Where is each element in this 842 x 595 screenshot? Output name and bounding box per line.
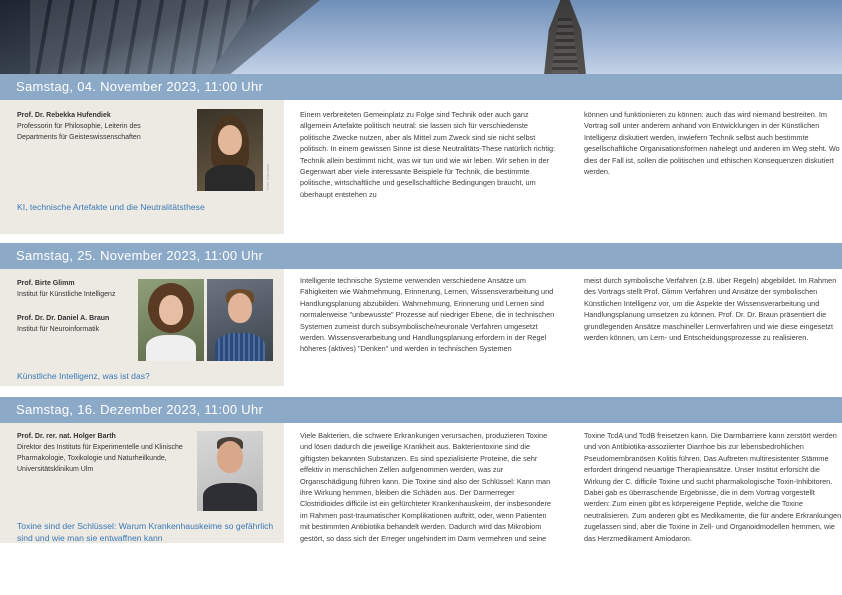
speaker-name: Prof. Dr. Rebekka Hufendiek [17,112,111,119]
abstract-col-2 [584,275,842,343]
abstract-col-2 [584,430,842,544]
speaker-photo [197,431,263,511]
abstract-text: Einem verbreiteten Gemeinplatz zu Folge sind Technik oder auch ganz allgemein Artefakte politisch neutral: sie lassen sich für verschiedenste politische Zwecke nutzen, aber als Mittel zum Zweck sind sie nicht selbst politisch. In einem gewissen Sinne ist diese Neutralitäts-These natürlich richtig: Technik allein bestimmt nicht, was wir tun und wie wir leben. Wir sehen in der Gegenwart aber viele interessante Beispiele für Technik, die bestimmte politische, wirtschaftliche und gesellschaftliche Bedingungen braucht, um überhaupt entstehen zu [300,110,556,199]
abstract-text: können und funktionieren zu können: auch das wird niemand bestreiten. Im Vortrag soll unter anderem anhand von Entwicklungen in der Künstlichen Intelligenz diskutiert werden, inwiefern Technik selbst auch bestimmte gesellschaftliche Organisationsformen nahelegt und anderen im Weg steht. Wo dies der Fall ist, sollen die politischen und ethischen Konsequenzen diskutiert werden. [584,110,840,177]
talk-topic: Toxine sind der Schlüssel: Warum Krankenhauskeime so gefährlich sind und wie man sie entwaffnen kann [17,521,274,543]
speaker-photo [138,279,204,361]
speaker-affiliation: Institut für Neuroinformatik [17,326,100,333]
date-bar-3: Samstag, 16. Dezember 2023, 11:00 Uhr [0,397,842,423]
speaker-panel-2 [0,269,284,386]
talk-topic: KI, technische Artefakte und die Neutralitätsthese [17,202,205,212]
speaker-2 [17,313,142,335]
speaker-1 [17,110,167,143]
talk-topic: Künstliche Intelligenz, was ist das? [17,371,150,381]
speaker-panel-3 [0,423,284,543]
speaker-name: Prof. Dr. rer. nat. Holger Barth [17,433,116,440]
speaker-photo [197,109,263,191]
speaker-name: Prof. Birte Glimm [17,280,75,287]
speaker-affiliation: Direktor des Instituts für Experimentelle und Klinische Pharmakologie, Toxikologie und Naturheilkunde, Universitätsklinikum Ulm [17,444,183,473]
abstract-text: Viele Bakterien, die schwere Erkrankungen verursachen, produzieren Toxine und lösen dadurch die jeweilige Krankheit aus. Bakterientoxine sind die giftigsten bekannten Substanzen. Es sind spezialisierte Proteine, die sehr effektiv in menschlichen Zellen aufgenommen werden, was zur Organschädigung führen kann. Die Toxine sind also der Schlüssel: Kann man ihre Wirkung hemmen, bleiben die Schäden aus. Der Darmerreger Clostridioides difficile ist ein gefürchteter Krankenhauskeim, der insbesondere im Rahmen post-traumatischer Komplikationen auftritt, oder, wenn Patienten mit bestimmten Antibiotika behandelt werden. Dadurch wird das Mikrobiom gestört, so dass sich der Erreger ungehindert im Darm vermehren und seine [300,431,551,543]
speaker-photo [207,279,273,361]
speaker-affiliation: Professorin für Philosophie, Leiterin des Departments für Geisteswissenschaften [17,123,141,141]
abstract-col-2 [584,109,842,177]
date-bar-1: Samstag, 04. November 2023, 11:00 Uhr [0,74,842,100]
speaker-name: Prof. Dr. Dr. Daniel A. Braun [17,315,110,322]
abstract-text: meist durch symbolische Verfahren (z.B. über Regeln) abgebildet. Im Rahmen des Vortrags stellt Prof. Glimm Verfahren und Ansätze der symbolischen Künstlichen Intelligenz vor, um die Aspekte der Wissensverarbeitung und Handlungsplanung umsetzen zu können. Prof. Dr. Dr. Braun präsentiert die grundlegenden Ansätze maschineller Lernverfahren und wie diese eingesetzt werden können, um Lern- und Entscheidungsprozesse zu realisieren. [584,276,837,343]
abstract-text: Intelligente technische Systeme verwenden verschiedene Ansätze um Fähigkeiten wie Wahrnehmung, Erinnerung, Lernen, Wissensverarbeitung und Handlungsplanung abzubilden. Wahrnehmung, Erinnerung und Lernen sind normalerweise "unbewusste" Prozesse auf niedriger Ebene, die in technischen Systemen zumeist durch subsymbolische/neuronale Verfahren umgesetzt werden. Wissensverarbeitung und Handlungsplanung erfordern in der Regel höheres (aktives) "Denken" und werden in technischen Systemen [300,276,555,354]
abstract-text: Toxine TcdA und TcdB freisetzen kann. Die Darmbarriere kann zerstört werden und von Antibiotika-assoziierter Diarrhoe bis zur lebensbedrohlichen Pseudomembranösen Kolitis führen. Das Auftreten multiresistenter Stämme erfordert dringend neuartige Therapieansätze. Unser Institut erforscht die Wirkung der C. difficile Toxine und sucht pharmakologische Toxin-Inhibitoren. Dabei gab es überraschende Ergebnisse, die in dem Vortrag vorgestellt werden: Zum einen gibt es körpereigene Peptide, welche die Toxine neutralisieren. Zum anderen gibt es Medikamente, die für andere Erkrankungen zugelassen sind, aber die Toxine in Zell- und Organoidmodellen hemmen, wie das Herzmedikament Amiodaron. [584,431,842,543]
speaker-1 [17,431,187,475]
header-photo [0,0,842,74]
photo-credit: Foto: Kärmaier [265,163,270,190]
abstract-col-1 [300,275,558,355]
speaker-1 [17,278,142,300]
abstract-col-1 [300,430,558,544]
date-bar-2: Samstag, 25. November 2023, 11:00 Uhr [0,243,842,269]
abstract-col-1 [300,109,558,200]
speaker-panel-1 [0,100,284,234]
speaker-affiliation: Institut für Künstliche Intelligenz [17,291,116,298]
